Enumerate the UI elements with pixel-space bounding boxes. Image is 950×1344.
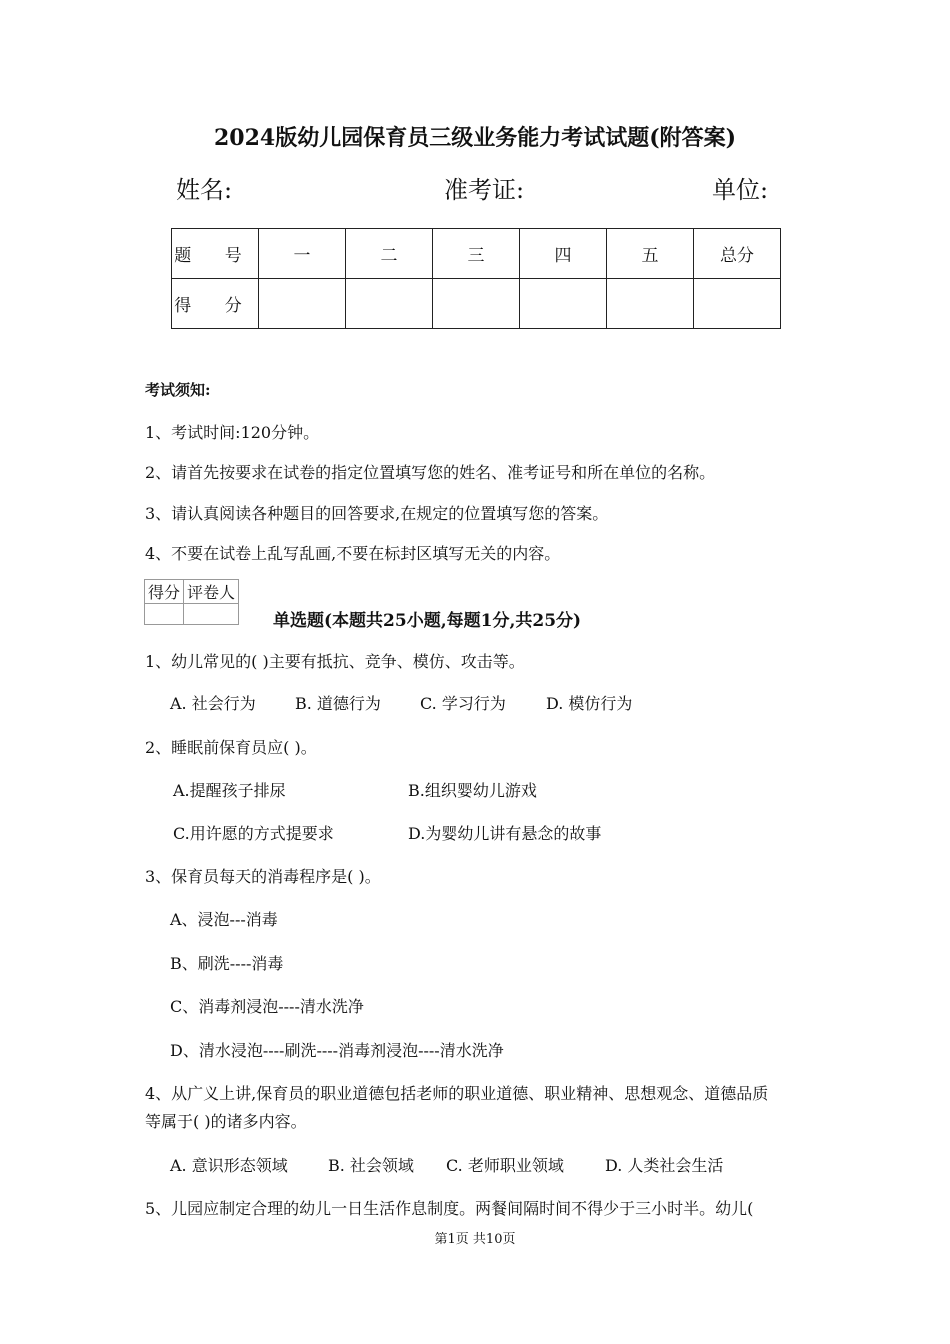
page-footer: 第1页 共10页: [434, 1232, 516, 1247]
question-1-option-b: B. 道德行为: [295, 694, 381, 713]
section-title: 单选题(本题共25小题,每题1分,共25分): [273, 611, 582, 631]
question-3-option-b: B、刷洗----消毒: [170, 954, 284, 973]
question-3-option-c: C、消毒剂浸泡----清水洗净: [170, 997, 364, 1016]
score-column-5: 五: [607, 229, 694, 279]
score-label: 得 分: [172, 279, 259, 329]
score-column-4: 四: [520, 229, 607, 279]
question-2-option-d: D.为婴幼儿讲有悬念的故事: [408, 824, 602, 843]
question-1-option-c: C. 学习行为: [420, 694, 506, 713]
question-4-option-a: A. 意识形态领域: [170, 1156, 288, 1175]
unit-field-label: 单位:: [712, 176, 769, 204]
score-column-total: 总分: [694, 229, 781, 279]
question-5-stem: 5、儿园应制定合理的幼儿一日生活作息制度。两餐间隔时间不得少于三小时半。幼儿(: [145, 1199, 754, 1218]
score-column-1: 一: [259, 229, 346, 279]
question-2-option-c: C.用许愿的方式提要求: [173, 824, 334, 843]
score-table-header-row: [172, 229, 781, 279]
question-1-option-d: D. 模仿行为: [546, 694, 633, 713]
score-cell-5[interactable]: [607, 279, 694, 329]
score-table-score-row: [172, 279, 781, 329]
question-4-option-d: D. 人类社会生活: [605, 1156, 724, 1175]
question-1-option-a: A. 社会行为: [170, 694, 256, 713]
notice-item: 4、不要在试卷上乱写乱画,不要在标封区填写无关的内容。: [145, 544, 561, 563]
question-4-stem-line-1: 4、从广义上讲,保育员的职业道德包括老师的职业道德、职业精神、思想观念、道德品质: [145, 1084, 769, 1103]
grader-score-cell[interactable]: [145, 604, 184, 625]
question-4-option-b: B. 社会领域: [328, 1156, 414, 1175]
notice-item: 2、请首先按要求在试卷的指定位置填写您的姓名、准考证号和所在单位的名称。: [145, 463, 716, 482]
exam-id-field-label: 准考证:: [444, 176, 525, 204]
grader-reviewer-cell[interactable]: [184, 604, 239, 625]
score-column-3: 三: [433, 229, 520, 279]
question-2-stem: 2、睡眠前保育员应( )。: [145, 738, 317, 757]
question-1-stem: 1、幼儿常见的( )主要有抵抗、竞争、模仿、攻击等。: [145, 652, 525, 671]
question-3-option-d: D、清水浸泡----刷洗----消毒剂浸泡----清水洗净: [170, 1041, 504, 1060]
score-cell-2[interactable]: [346, 279, 433, 329]
score-cell-total[interactable]: [694, 279, 781, 329]
score-cell-4[interactable]: [520, 279, 607, 329]
question-4-stem-line-2: 等属于( )的诸多内容。: [145, 1112, 307, 1131]
question-2-option-b: B.组织婴幼儿游戏: [408, 781, 537, 800]
notice-item: 1、考试时间:120分钟。: [145, 423, 320, 442]
score-table: [171, 228, 781, 329]
grader-reviewer-label: 评卷人: [184, 580, 239, 604]
question-3-option-a: A、浸泡---消毒: [170, 910, 278, 929]
question-2-option-a: A.提醒孩子排尿: [173, 781, 286, 800]
score-column-2: 二: [346, 229, 433, 279]
question-number-label: 题 号: [172, 229, 259, 279]
score-cell-1[interactable]: [259, 279, 346, 329]
grader-box: [144, 579, 239, 625]
notice-heading: 考试须知:: [145, 381, 211, 399]
notice-item: 3、请认真阅读各种题目的回答要求,在规定的位置填写您的答案。: [145, 504, 609, 523]
question-3-stem: 3、保育员每天的消毒程序是( )。: [145, 867, 381, 886]
grader-score-label: 得分: [145, 580, 184, 604]
name-field-label: 姓名:: [176, 176, 233, 204]
score-cell-3[interactable]: [433, 279, 520, 329]
question-4-option-c: C. 老师职业领域: [446, 1156, 564, 1175]
document-title: 2024版幼儿园保育员三级业务能力考试试题(附答案): [213, 125, 737, 151]
